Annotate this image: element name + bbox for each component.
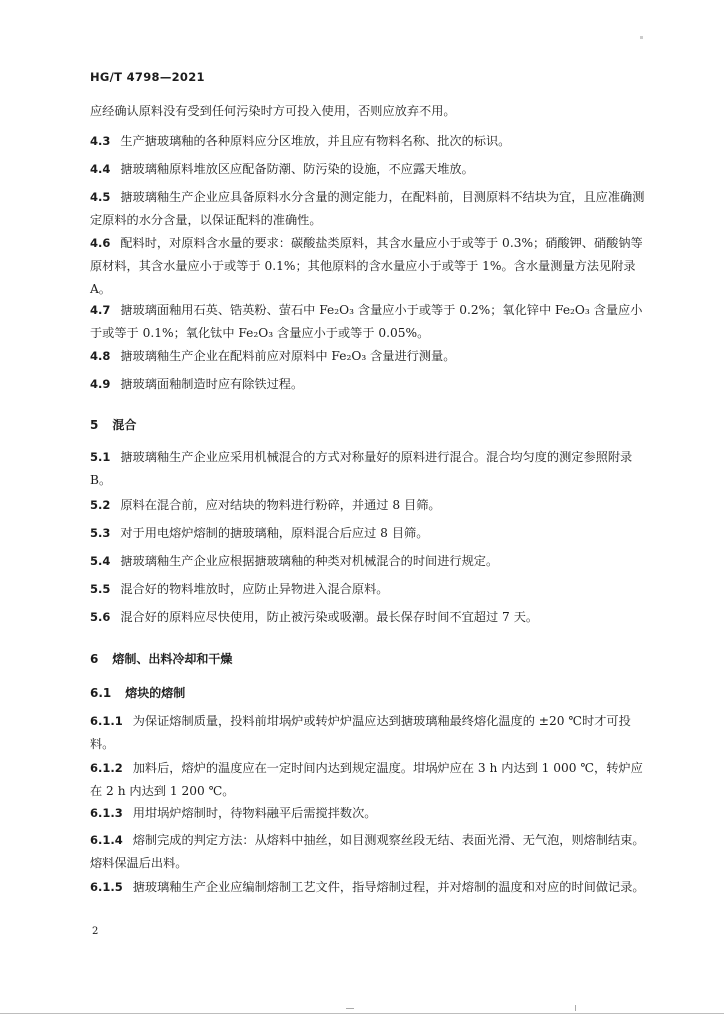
clause-5-5 [90, 578, 650, 601]
clause-6-1-4 [90, 829, 650, 875]
clause-number: 5.4 [90, 554, 111, 568]
clause-4-6 [90, 232, 650, 301]
clause-number: 6.1.2 [90, 761, 123, 775]
clause-text: 熔制完成的判定方法：从熔料中抽丝，如目测观察丝段无结、表面光滑、无气泡，则熔制结束。熔料保温后出料。 [90, 833, 645, 870]
clause-number: 4.6 [90, 236, 111, 250]
clause-text: 加料后，熔炉的温度应在一定时间内达到规定温度。坩埚炉应在 3 h 内达到 1 000 ℃，转炉应在 2 h 内达到 1 200 ℃。 [90, 761, 643, 798]
clause-number: 4.3 [90, 134, 111, 148]
clause-number: 5.2 [90, 498, 111, 512]
clause-text: 为保证熔制质量，投料前坩埚炉或转炉炉温应达到搪玻璃釉最终熔化温度的 ±20 ℃时才可投料。 [90, 714, 631, 751]
scan-artifact [346, 1008, 354, 1009]
clause-text: 搪玻璃釉生产企业在配料前应对原料中 Fe₂O₃ 含量进行测量。 [120, 349, 456, 363]
section-5-heading [90, 416, 136, 433]
clause-text: 对于用电熔炉熔制的搪玻璃釉，原料混合后应过 8 目筛。 [120, 526, 429, 540]
section-title: 混合 [112, 418, 137, 432]
section-number: 6.1 [90, 686, 112, 700]
clause-4-7 [90, 299, 650, 345]
clause-text: 用坩埚炉熔制时，待物料融平后需搅拌数次。 [132, 806, 377, 820]
paragraph-continuation [90, 100, 650, 123]
clause-number: 5.5 [90, 582, 111, 596]
clause-number: 6.1.4 [90, 833, 123, 847]
clause-number: 5.6 [90, 610, 111, 624]
section-title: 熔块的熔制 [125, 686, 186, 700]
clause-number: 4.5 [90, 190, 111, 204]
section-title: 熔制、出料冷却和干燥 [112, 652, 233, 666]
clause-4-4 [90, 158, 650, 181]
clause-5-4 [90, 550, 650, 573]
clause-6-1-3 [90, 802, 650, 825]
clause-number: 4.7 [90, 303, 111, 317]
clause-5-2 [90, 494, 650, 517]
clause-text: 搪玻璃面釉用石英、锆英粉、萤石中 Fe₂O₃ 含量应小于或等于 0.2%；氧化锌中 Fe₂O₃ 含量应小于或等于 0.1%；氧化钛中 Fe₂O₃ 含量应小于或等于 0.05%。 [90, 303, 643, 340]
clause-number: 4.9 [90, 377, 111, 391]
clause-6-1-2 [90, 757, 650, 803]
clause-number: 4.8 [90, 349, 111, 363]
clause-text: 混合好的物料堆放时，应防止异物进入混合原料。 [120, 582, 389, 596]
clause-text: 混合好的原料应尽快使用，防止被污染或吸潮。最长保存时间不宜超过 7 天。 [120, 610, 539, 624]
section-number: 5 [90, 418, 99, 432]
clause-4-5 [90, 186, 650, 232]
clause-text: 搪玻璃面釉制造时应有除铁过程。 [120, 377, 304, 391]
clause-4-8 [90, 345, 650, 368]
clause-text: 搪玻璃釉生产企业应编制熔制工艺文件，指导熔制过程，并对熔制的温度和对应的时间做记录。 [132, 880, 645, 894]
scan-artifact [575, 1005, 576, 1011]
section-number: 6 [90, 652, 99, 666]
clause-number: 6.1.5 [90, 880, 123, 894]
clause-number: 5.3 [90, 526, 111, 540]
clause-4-3 [90, 130, 650, 153]
paragraph-text: 应经确认原料没有受到任何污染时方可投入使用，否则应放弃不用。 [90, 104, 456, 118]
clause-text: 搪玻璃釉原料堆放区应配备防潮、防污染的设施，不应露天堆放。 [120, 162, 474, 176]
clause-6-1-5 [90, 876, 650, 899]
clause-text: 搪玻璃釉生产企业应采用机械混合的方式对称量好的原料进行混合。混合均匀度的测定参照附录 B。 [90, 450, 633, 487]
clause-number: 5.1 [90, 450, 111, 464]
clause-text: 搪玻璃釉生产企业应具备原料水分含量的测定能力，在配料前，目测原料不结块为宜，且应准确测定原料的水分含量，以保证配料的准确性。 [90, 190, 645, 227]
section-6-1-heading [90, 684, 185, 701]
scan-mark [640, 36, 643, 39]
clause-number: 4.4 [90, 162, 111, 176]
clause-text: 生产搪玻璃釉的各种原料应分区堆放，并且应有物料名称、批次的标识。 [120, 134, 511, 148]
bottom-edge-line [0, 1013, 724, 1014]
clause-number: 6.1.1 [90, 714, 123, 728]
clause-6-1-1 [90, 710, 650, 756]
clause-text: 原料在混合前，应对结块的物料进行粉碎，并通过 8 目筛。 [120, 498, 441, 512]
clause-5-3 [90, 522, 650, 545]
clause-5-6 [90, 606, 650, 629]
clause-5-1 [90, 446, 650, 492]
clause-number: 6.1.3 [90, 806, 123, 820]
page-number: 2 [92, 926, 99, 937]
section-6-heading [90, 650, 232, 667]
standard-code-header: HG/T 4798—2021 [90, 70, 205, 84]
clause-text: 搪玻璃釉生产企业应根据搪玻璃釉的种类对机械混合的时间进行规定。 [120, 554, 499, 568]
clause-4-9 [90, 373, 650, 396]
clause-text: 配料时，对原料含水量的要求：碳酸盐类原料，其含水量应小于或等于 0.3%；硝酸钾、硝酸钠等原材料，其含水量应小于或等于 0.1%；其他原料的含水量应小于或等于 1%。含水量测量方法见附录 A。 [90, 236, 643, 296]
